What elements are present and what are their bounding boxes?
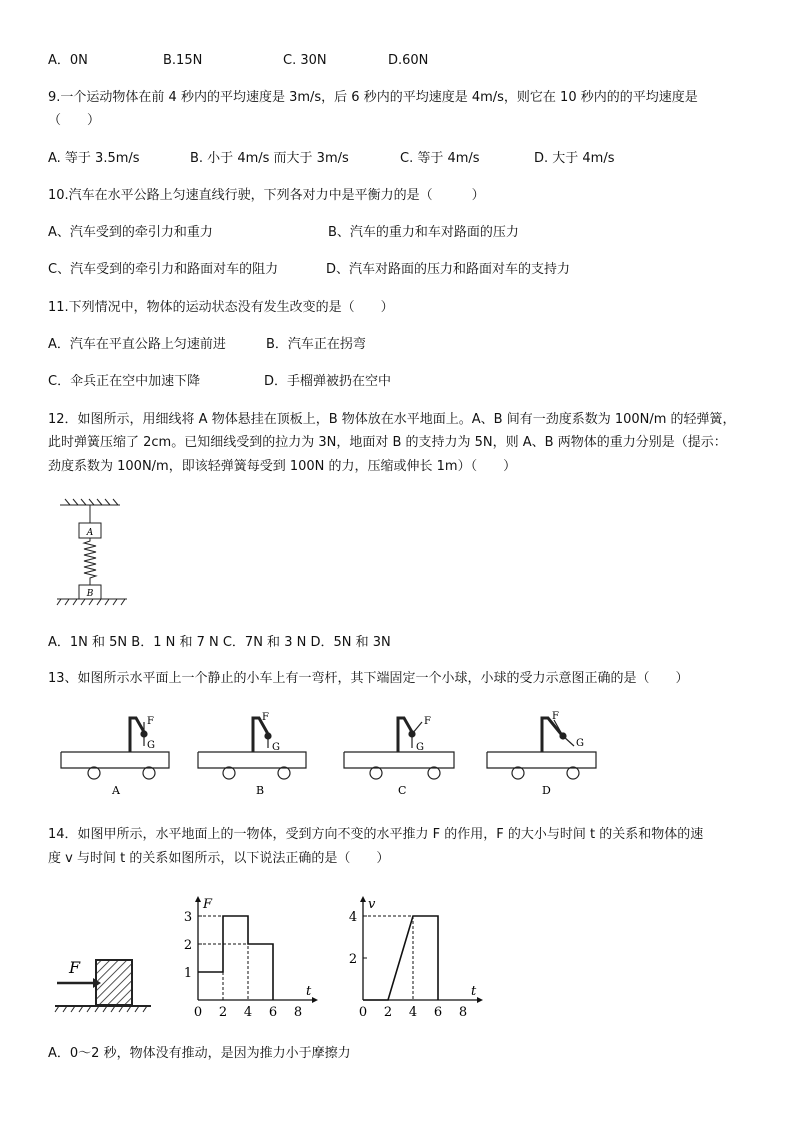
x-axis-label: t [471, 984, 477, 999]
x-tick-label: 4 [408, 1005, 418, 1020]
y-axis-arrowhead [195, 896, 201, 902]
force-g-label: G [576, 738, 584, 749]
force-g-label: G [272, 742, 280, 753]
y-axis-label: v [368, 897, 376, 912]
q11-option-d: D．手榴弹被扔在空中 [264, 374, 392, 389]
force-g-label: G [416, 742, 424, 753]
force-f-label: F [424, 716, 431, 727]
q11-option-c: C．伞兵正在空中加速下降 [48, 374, 201, 389]
q8-option-a: A．0N [48, 53, 88, 68]
cart-wheel [370, 767, 382, 779]
q9-option-a: A. 等于 3.5m/s [48, 151, 140, 166]
q8-option-d: D.60N [388, 53, 429, 68]
cart-wheel [512, 767, 524, 779]
grid-lines [198, 916, 273, 1000]
force-f-label: F [262, 712, 269, 723]
q14-stem-line1: 14．如图甲所示，水平地面上的一物体，受到方向不变的水平推力 F 的作用，F 的大小与时间 t 的关系和物体的速 [48, 827, 704, 842]
x-tick-label: 0 [358, 1005, 368, 1020]
y-axis-label: F [203, 897, 213, 912]
push-force-label: F [69, 958, 81, 977]
q12-spring-figure [55, 498, 135, 608]
q10-option-a: A、汽车受到的牵引力和重力 [48, 225, 213, 240]
q9-option-c: C. 等于 4m/s [400, 151, 480, 166]
q13-stem: 13、如图所示水平面上一个静止的小车上有一弯杆，其下端固定一个小球，小球的受力示意图正确的是（ ） [48, 671, 689, 686]
x-axis-arrowhead [312, 997, 318, 1003]
y-tick-label: 3 [183, 910, 193, 925]
force-g-arrow [563, 736, 574, 746]
x-tick-label: 0 [193, 1005, 203, 1020]
q12-stem-line2: 此时弹簧压缩了 2cm。已知细线受到的拉力为 3N，地面对 B 的支持力为 5N，则 A、B 两物体的重力分别是（提示： [48, 435, 727, 450]
cart-wheel [88, 767, 100, 779]
x-tick-label: 8 [458, 1005, 468, 1020]
bent-rod [542, 718, 561, 752]
q13-cart-figures [56, 704, 616, 804]
q9-option-d: D. 大于 4m/s [534, 151, 615, 166]
q12-options: A．1N 和 5N B．1 N 和 7 N C．7N 和 3 N D．5N 和 3N [48, 635, 391, 650]
q12-stem-line1: 12．如图所示，用细线将 A 物体悬挂在顶板上，B 物体放在水平地面上。A、B 间有一劲度系数为 100N/m 的轻弹簧， [48, 412, 736, 427]
y-tick-label: 1 [183, 966, 193, 981]
q9-stem-line2: （ ） [48, 113, 101, 128]
velocity-time-chart [345, 888, 485, 1028]
y-tick-label: 4 [348, 910, 358, 925]
hatched-block [96, 960, 132, 1005]
axes [195, 896, 318, 1003]
series-line [198, 916, 273, 1000]
figure-d-label: D [542, 784, 551, 797]
figure-b-label: B [256, 784, 265, 797]
q9-option-b: B. 小于 4m/s 而大于 3m/s [190, 151, 349, 166]
force-f-label: F [147, 716, 154, 727]
x-tick-label: 6 [433, 1005, 443, 1020]
x-tick-label: 2 [383, 1005, 393, 1020]
q14-stem-line2: 度 v 与时间 t 的关系如图所示，以下说法正确的是（ ） [48, 851, 390, 866]
cart-body [487, 752, 596, 768]
q10-option-c: C、汽车受到的牵引力和路面对车的阻力 [48, 262, 279, 277]
x-tick-label: 2 [218, 1005, 228, 1020]
cart-wheel [567, 767, 579, 779]
q8-option-c: C. 30N [283, 53, 327, 68]
cart-body [198, 752, 306, 768]
figure-c-label: C [398, 784, 407, 797]
x-axis-label: t [306, 984, 312, 999]
cart-body [344, 752, 454, 768]
force-f-arrow [412, 722, 422, 734]
q11-stem: 11.下列情况中，物体的运动状态没有发生改变的是（ ） [48, 300, 394, 315]
x-axis-arrowhead [477, 997, 483, 1003]
cart-figure-b [198, 718, 306, 779]
q10-option-d: D、汽车对路面的压力和路面对车的支持力 [326, 262, 571, 277]
q10-option-b: B、汽车的重力和车对路面的压力 [328, 225, 519, 240]
force-time-chart [180, 888, 320, 1028]
q14-block-figure [55, 955, 155, 1015]
axes [360, 896, 483, 1003]
y-tick-label: 2 [183, 938, 193, 953]
q8-option-b: B.15N [163, 53, 203, 68]
cart-wheel [278, 767, 290, 779]
q10-stem: 10.汽车在水平公路上匀速直线行驶，下列各对力中是平衡力的是（ ） [48, 188, 485, 203]
q12-stem-line3: 劲度系数为 100N/m，即该轻弹簧每受到 100N 的力，压缩或伸长 1m）（ ） [48, 459, 517, 474]
series-lines [363, 916, 438, 1000]
x-tick-label: 8 [293, 1005, 303, 1020]
ground-hatching [57, 599, 127, 605]
y-axis-arrowhead [360, 896, 366, 902]
force-g-label: G [147, 740, 155, 751]
cart-body [61, 752, 169, 768]
cart-wheel [223, 767, 235, 779]
cart-wheel [428, 767, 440, 779]
force-f-label: F [552, 711, 559, 722]
cart-figure-c [344, 718, 454, 779]
series-line [363, 916, 438, 1000]
q11-option-a: A．汽车在平直公路上匀速前进 [48, 337, 226, 352]
q11-option-b: B．汽车正在拐弯 [266, 337, 366, 352]
x-tick-label: 4 [243, 1005, 253, 1020]
block-b-label: B [86, 589, 94, 599]
q9-stem-line1: 9.一个运动物体在前 4 秒内的平均速度是 3m/s，后 6 秒内的平均速度是 4m/s，则它在 10 秒内的的平均速度是 [48, 90, 698, 105]
x-tick-label: 6 [268, 1005, 278, 1020]
ceiling-hatching [60, 499, 120, 505]
block-a-label: A [86, 528, 94, 538]
y-tick-label: 2 [348, 952, 358, 967]
cart-wheel [143, 767, 155, 779]
spring [84, 538, 96, 585]
figure-a-label: A [112, 784, 120, 797]
q14-option-a: A．0～2 秒，物体没有推动，是因为推力小于摩擦力 [48, 1046, 351, 1061]
series-lines [198, 916, 273, 1000]
